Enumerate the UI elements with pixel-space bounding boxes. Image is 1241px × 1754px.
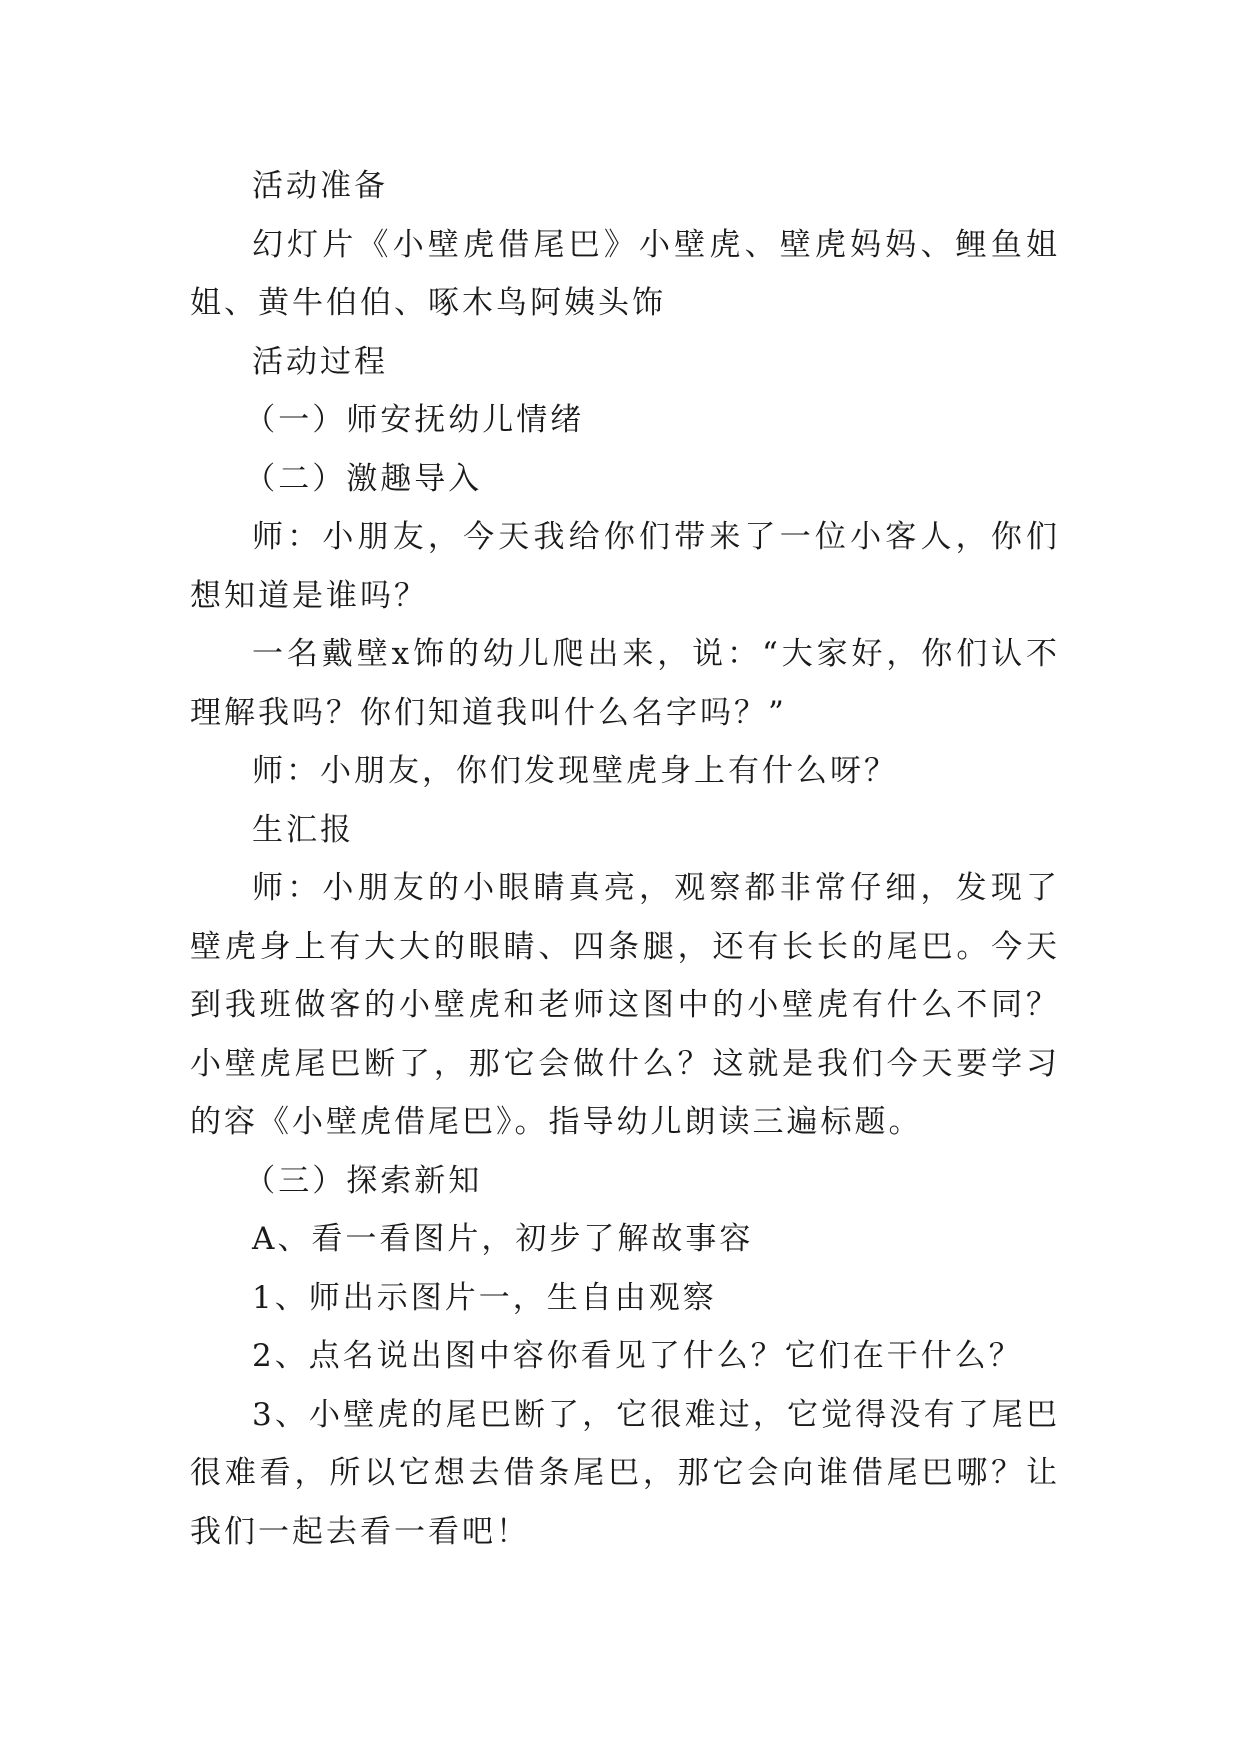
heading-step-three: （三）探索新知 bbox=[244, 1162, 483, 1199]
heading-step-two: （二）激趣导入 bbox=[244, 460, 483, 497]
paragraph-student-report: 生汇报 bbox=[252, 811, 354, 848]
paragraph-teacher-question: 师：小朋友，你们发现壁虎身上有什么呀？ bbox=[252, 753, 898, 789]
paragraph-item-one: 1、师出示图片一，生自由观察 bbox=[252, 1279, 717, 1316]
heading-step-one: （一）师安抚幼儿情绪 bbox=[244, 402, 585, 438]
document-body bbox=[190, 157, 1060, 1561]
paragraph-teacher-intro: 师：小朋友，今天我给你们带来了一位小客人，你们想知道是谁吗？ bbox=[190, 519, 1060, 614]
paragraph-look-at-pictures: A、看一看图片，初步了解故事容 bbox=[252, 1221, 754, 1257]
heading-activity-preparation: 活动准备 bbox=[252, 168, 388, 204]
paragraph-materials: 幻灯片《小壁虎借尾巴》小壁虎、壁虎妈妈、鲤鱼姐姐、黄牛伯伯、啄木鸟阿姨头饰 bbox=[190, 226, 1060, 321]
paragraph-item-three: 3、小壁虎的尾巴断了，它很难过，它觉得没有了尾巴很难看，所以它想去借条尾巴，那它会向谁借尾巴哪？让我们一起去看一看吧！ bbox=[190, 1396, 1060, 1550]
paragraph-child-greeting: 一名戴壁x饰的幼儿爬出来，说：“大家好，你们认不理解我吗？你们知道我叫什么名字吗？” bbox=[190, 636, 1060, 731]
paragraph-item-two: 2、点名说出图中容你看见了什么？它们在干什么？ bbox=[252, 1338, 1023, 1374]
heading-activity-process: 活动过程 bbox=[252, 343, 388, 380]
paragraph-teacher-summary: 师：小朋友的小眼睛真亮，观察都非常仔细，发现了壁虎身上有大大的眼睛、四条腿，还有长长的尾巴。今天到我班做客的小壁虎和老师这图中的小壁虎有什么不同？小壁虎尾巴断了，那它会做什么？这就是我们今天要学习的容《小壁虎借尾巴》。指导幼儿朗读三遍标题。 bbox=[190, 870, 1060, 1140]
